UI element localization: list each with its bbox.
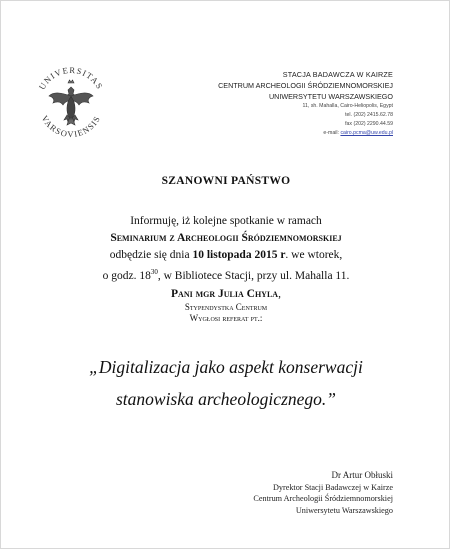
speaker-role: Stypendystka Centrum xyxy=(184,302,268,312)
seminar-name: Seminarium z Archeologii Śródziemnomorskiej xyxy=(110,232,342,244)
speaker-name-suffix: , xyxy=(278,288,281,300)
time-suffix: , w Bibliotece Stacji, przy ul. Mahalla 11. xyxy=(157,270,350,282)
svg-text:UNIVERSITAS: UNIVERSITAS xyxy=(36,64,106,92)
email-line xyxy=(163,129,393,138)
lecture-title-line2: stanowiska archeologicznego.” xyxy=(115,389,337,409)
body-date-line xyxy=(41,247,411,264)
institution-line1: STACJA BADAWCZA W KAIRZE xyxy=(282,70,393,79)
institution-line2: CENTRUM ARCHEOLOGII ŚRÓDZIEMNOMORSKIEJ xyxy=(218,81,393,90)
time-minutes: 30 xyxy=(150,268,158,276)
telephone: tel. (202) 2415.62.78 xyxy=(345,112,393,118)
address: 11, sh. Mahalla, Cairo-Heliopolis, Egypt xyxy=(302,103,393,109)
announcement-body xyxy=(41,213,411,285)
speaker-name: Pani mgr Julia Chyla xyxy=(171,288,279,300)
signature-block xyxy=(173,470,393,516)
signatory-title: Dyrektor Stacji Badawczej w Kairze xyxy=(272,482,393,492)
signatory-org: Centrum Archeologii Śródziemnomorskiej xyxy=(253,494,393,503)
greeting: SZANOWNI PAŃSTWO xyxy=(161,175,291,187)
date-suffix: . we wtorek, xyxy=(285,249,343,261)
university-seal-logo xyxy=(31,63,111,143)
event-date: 10 listopada 2015 r xyxy=(192,249,286,261)
email-link[interactable]: cairo.pcma@uw.edu.pl xyxy=(340,130,393,136)
date-prefix: odbędzie się dnia xyxy=(109,249,190,261)
signatory-university: Uniwersytetu Warszawskiego xyxy=(295,505,393,515)
fax: fax (202) 2290.44.59 xyxy=(345,121,393,127)
svg-text:VARSOVIENSIS: VARSOVIENSIS xyxy=(39,113,103,140)
lecture-title-line1: „Digitalizacja jako aspekt konserwacji xyxy=(89,357,363,377)
signatory-name: Dr Artur Obłuski xyxy=(331,470,393,480)
speaker-block xyxy=(1,287,450,324)
body-time-line xyxy=(41,264,411,285)
speaker-action: Wygłosi referat pt.: xyxy=(189,313,263,323)
body-line1: Informuję, iż kolejne spotkanie w ramach xyxy=(130,215,322,227)
institution-line3: UNIWERSYTETU WARSZAWSKIEGO xyxy=(268,92,393,101)
speaker-line xyxy=(1,287,450,302)
lecture-title xyxy=(1,351,450,415)
institution-header xyxy=(163,69,393,138)
time-prefix: o godz. 18 xyxy=(102,270,151,282)
email-label: e-mail: xyxy=(323,130,339,136)
